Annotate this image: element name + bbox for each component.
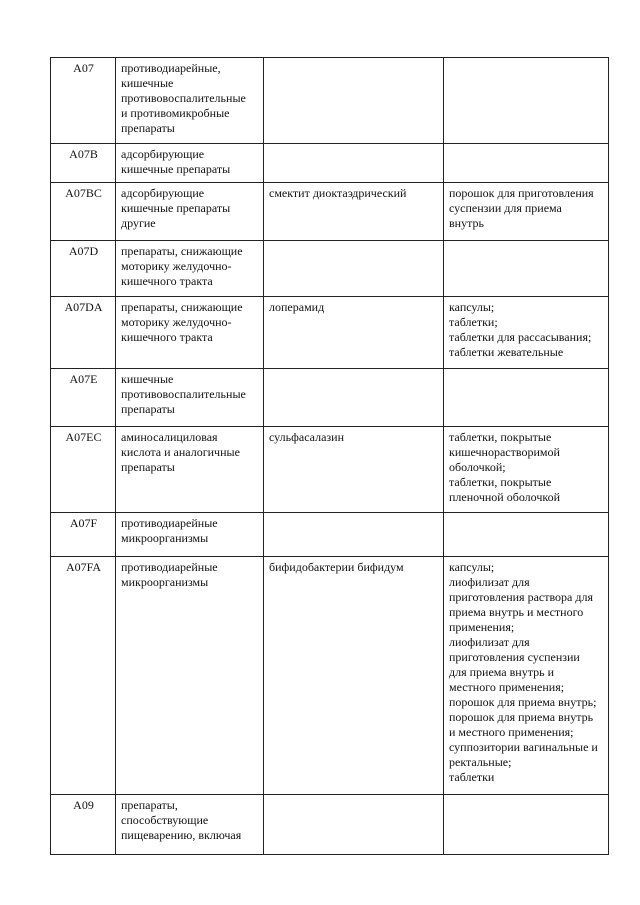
- dosage-form-line: кишечнорастворимой: [449, 445, 560, 459]
- atc-code: A07D: [68, 244, 99, 258]
- group-line: препараты,: [121, 798, 178, 812]
- substance-cell: [264, 297, 444, 369]
- substance-cell: [264, 241, 444, 297]
- dosage-form-line: порошок для приема внутрь: [449, 710, 594, 724]
- table-row: [51, 297, 609, 369]
- dosage-forms-cell: [444, 58, 609, 144]
- table-row: [51, 58, 609, 144]
- group-line: препараты, снижающие: [121, 300, 243, 314]
- dosage-form-line: для приема внутрь и: [449, 665, 554, 679]
- atc-code-cell: [51, 369, 116, 427]
- dosage-form-line: пленочной оболочкой: [449, 490, 561, 504]
- atc-code: A07FA: [65, 560, 102, 574]
- substance-cell: [264, 557, 444, 795]
- substance-line: лоперамид: [269, 300, 325, 314]
- dosage-form-line: внутрь: [449, 216, 484, 230]
- dosage-form-line: приготовления раствора для: [449, 590, 593, 604]
- atc-code-cell: [51, 241, 116, 297]
- dosage-forms-cell: [444, 427, 609, 513]
- group-line: препараты: [121, 460, 175, 474]
- anatomical-group-cell: [116, 513, 264, 557]
- table-row: [51, 795, 609, 855]
- dosage-forms-cell: [444, 369, 609, 427]
- group-line: препараты, снижающие: [121, 244, 243, 258]
- atc-code-cell: [51, 557, 116, 795]
- dosage-form-line: таблетки, покрытые: [449, 430, 552, 444]
- group-line: препараты: [121, 402, 175, 416]
- table-row: [51, 369, 609, 427]
- anatomical-group-cell: [116, 58, 264, 144]
- atc-code: A07E: [69, 372, 98, 386]
- table-body: [51, 58, 609, 855]
- page-bottom-margin: [0, 860, 640, 905]
- dosage-forms-cell: [444, 241, 609, 297]
- anatomical-group-cell: [116, 795, 264, 855]
- anatomical-group-cell: [116, 183, 264, 241]
- atc-code: A07: [73, 61, 94, 75]
- substance-line: бифидобактерии бифидум: [269, 560, 404, 574]
- atc-code: A07BC: [65, 186, 102, 200]
- group-line: противодиарейные: [121, 560, 218, 574]
- anatomical-group-cell: [116, 297, 264, 369]
- group-line: кишечного тракта: [121, 274, 213, 288]
- group-line: кишечные препараты: [121, 201, 231, 215]
- group-line: моторику желудочно-: [121, 259, 232, 273]
- dosage-forms-cell: [444, 557, 609, 795]
- atc-code-cell: [51, 795, 116, 855]
- table-row: [51, 183, 609, 241]
- drug-classification-table: [50, 57, 609, 855]
- table-row: [51, 144, 609, 183]
- group-line: кишечные препараты: [121, 162, 231, 176]
- anatomical-group-cell: [116, 144, 264, 183]
- table-row: [51, 427, 609, 513]
- substance-cell: [264, 513, 444, 557]
- substance-cell: [264, 369, 444, 427]
- dosage-form-line: приема внутрь и местного: [449, 605, 584, 619]
- anatomical-group-cell: [116, 369, 264, 427]
- group-line: противовоспалительные: [121, 387, 246, 401]
- atc-code: A07DA: [64, 300, 103, 314]
- group-line: адсорбирующие: [121, 186, 205, 200]
- dosage-form-line: лиофилизат для: [449, 575, 530, 589]
- table-row: [51, 513, 609, 557]
- dosage-form-line: приготовления суспензии: [449, 650, 580, 664]
- group-line: аминосалициловая: [121, 430, 218, 444]
- group-line: и противомикробные: [121, 106, 230, 120]
- anatomical-group-cell: [116, 241, 264, 297]
- substance-cell: [264, 144, 444, 183]
- dosage-form-line: применения;: [449, 620, 515, 634]
- group-line: другие: [121, 216, 156, 230]
- atc-code: A07B: [69, 147, 98, 161]
- dosage-form-line: таблетки;: [449, 315, 498, 329]
- group-line: микроорганизмы: [121, 531, 209, 545]
- substance-cell: [264, 58, 444, 144]
- dosage-form-line: лиофилизат для: [449, 635, 530, 649]
- dosage-form-line: местного применения;: [449, 680, 565, 694]
- group-line: противовоспалительные: [121, 91, 246, 105]
- atc-code-cell: [51, 58, 116, 144]
- group-line: кислота и аналогичные: [121, 445, 240, 459]
- anatomical-group-cell: [116, 427, 264, 513]
- dosage-form-line: порошок для приготовления: [449, 186, 594, 200]
- substance-cell: [264, 427, 444, 513]
- dosage-form-line: таблетки для рассасывания;: [449, 330, 592, 344]
- substance-cell: [264, 795, 444, 855]
- dosage-form-line: и местного применения;: [449, 725, 574, 739]
- atc-code-cell: [51, 427, 116, 513]
- group-line: кишечного тракта: [121, 330, 213, 344]
- dosage-form-line: оболочкой;: [449, 460, 506, 474]
- dosage-form-line: порошок для приема внутрь;: [449, 695, 597, 709]
- atc-code-cell: [51, 297, 116, 369]
- group-line: кишечные: [121, 372, 174, 386]
- dosage-form-line: капсулы;: [449, 560, 495, 574]
- dosage-form-line: ректальные;: [449, 755, 512, 769]
- substance-cell: [264, 183, 444, 241]
- anatomical-group-cell: [116, 557, 264, 795]
- table-row: [51, 241, 609, 297]
- dosage-form-line: суспензии для приема: [449, 201, 562, 215]
- group-line: пищеварению, включая: [121, 828, 242, 842]
- atc-code-cell: [51, 144, 116, 183]
- dosage-form-line: капсулы;: [449, 300, 495, 314]
- atc-code-cell: [51, 183, 116, 241]
- dosage-form-line: таблетки, покрытые: [449, 475, 552, 489]
- group-line: способствующие: [121, 813, 209, 827]
- atc-code: A07EC: [65, 430, 102, 444]
- substance-line: сульфасалазин: [269, 430, 345, 444]
- dosage-forms-cell: [444, 795, 609, 855]
- group-line: адсорбирующие: [121, 147, 205, 161]
- group-line: препараты: [121, 121, 175, 135]
- dosage-forms-cell: [444, 144, 609, 183]
- table-row: [51, 557, 609, 795]
- atc-code-cell: [51, 513, 116, 557]
- substance-line: смектит диоктаэдрический: [269, 186, 407, 200]
- atc-code: A09: [73, 798, 94, 812]
- group-line: противодиарейные: [121, 516, 218, 530]
- dosage-forms-cell: [444, 513, 609, 557]
- dosage-form-line: таблетки: [449, 770, 495, 784]
- dosage-forms-cell: [444, 183, 609, 241]
- group-line: противодиарейные,: [121, 61, 221, 75]
- group-line: моторику желудочно-: [121, 315, 232, 329]
- dosage-form-line: суппозитории вагинальные и: [449, 740, 598, 754]
- dosage-form-line: таблетки жевательные: [449, 345, 564, 359]
- atc-code: A07F: [69, 516, 98, 530]
- group-line: кишечные: [121, 76, 174, 90]
- group-line: микроорганизмы: [121, 575, 209, 589]
- dosage-forms-cell: [444, 297, 609, 369]
